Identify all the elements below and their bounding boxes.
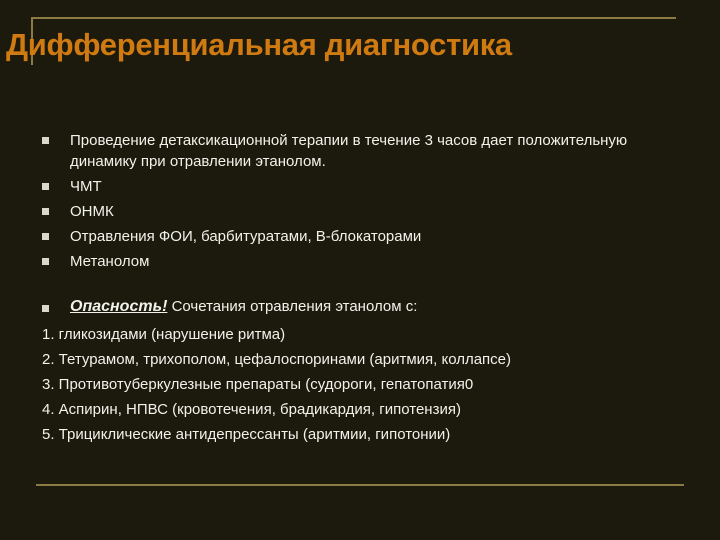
top-rule <box>31 17 676 19</box>
square-bullet-icon <box>42 233 49 240</box>
slide-title: Дифференциальная диагностика <box>6 27 512 62</box>
square-bullet-icon <box>42 305 49 312</box>
bottom-rule <box>36 484 684 486</box>
bullet-text: ОНМК <box>70 203 114 220</box>
numbered-item: 5. Трициклические антидепрессанты (аритмии, гипотонии) <box>42 426 451 443</box>
bullet-text: Проведение детаксикационной терапии в течение 3 часов дает положительную динамику при отравлении этанолом. <box>70 132 628 170</box>
numbered-item: 1. гликозидами (нарушение ритма) <box>42 326 286 343</box>
numbered-item: 2. Тетурамом, трихополом, цефалоспоринами (аритмия, коллапсе) <box>42 351 512 368</box>
bullet-text: Отравления ФОИ, барбитуратами, В-блокаторами <box>70 228 422 245</box>
danger-line <box>42 296 417 318</box>
danger-text: Сочетания отравления этанолом с: <box>167 298 418 315</box>
square-bullet-icon <box>42 208 49 215</box>
bullet-list <box>42 130 642 276</box>
danger-label: Опасность! <box>70 298 168 315</box>
square-bullet-icon <box>42 183 49 190</box>
bullet-text: Метанолом <box>70 253 150 270</box>
bullet-item <box>42 130 642 172</box>
bullet-item <box>42 201 642 222</box>
numbered-item: 3. Противотуберкулезные препараты (судороги, гепатопатия0 <box>42 376 474 393</box>
square-bullet-icon <box>42 258 49 265</box>
bullet-item <box>42 176 642 197</box>
numbered-item: 4. Аспирин, НПВС (кровотечения, брадикардия, гипотензия) <box>42 401 461 418</box>
square-bullet-icon <box>42 137 49 144</box>
bullet-item <box>42 251 642 272</box>
numbered-list <box>42 322 511 447</box>
bullet-text: ЧМТ <box>70 178 102 195</box>
bullet-item <box>42 226 642 247</box>
